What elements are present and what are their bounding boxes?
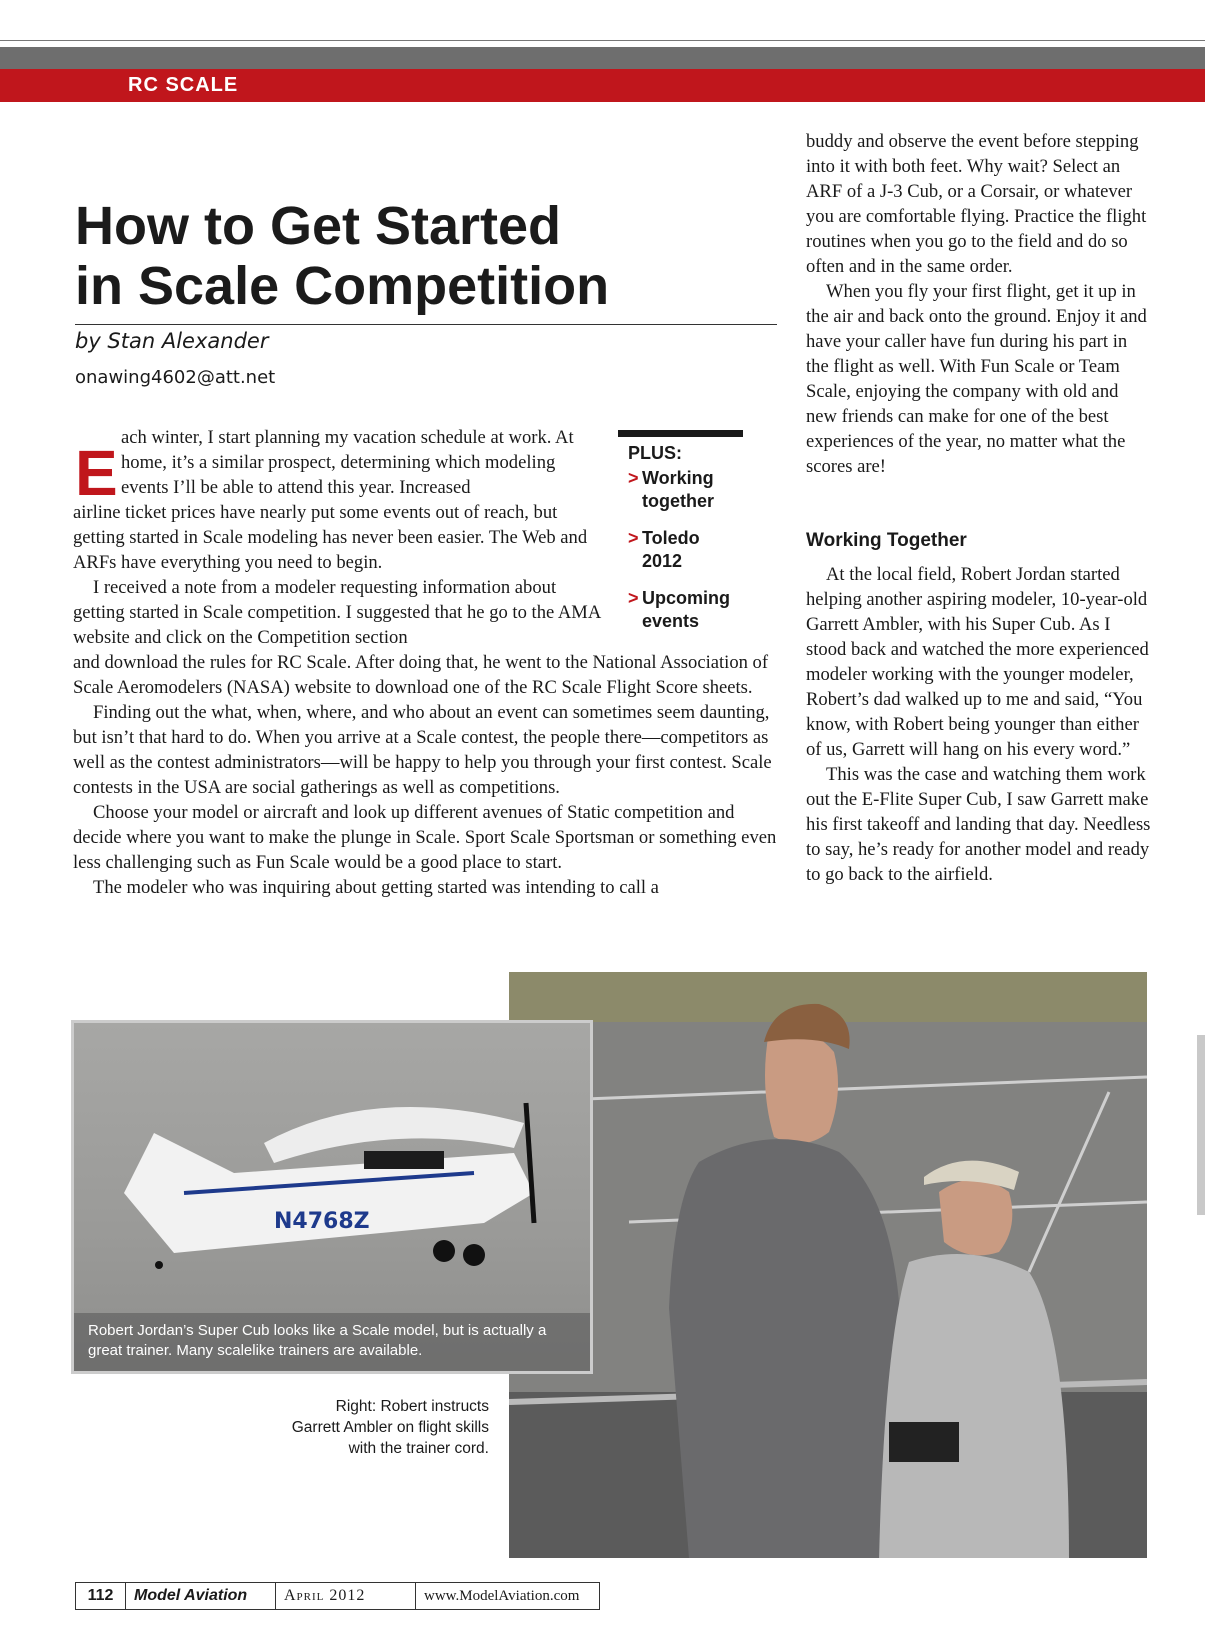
- paragraph-2a: I received a note from a modeler requesting information about getting started in Scale competition. I suggested that he go to the AMA website and click on the Competition section: [73, 577, 601, 648]
- title-line-2: in Scale Competition: [75, 256, 610, 316]
- magazine-name: Model Aviation: [126, 1583, 276, 1609]
- photo-super-cub-art: [74, 1023, 590, 1371]
- photo-instructor-art: [509, 972, 1147, 1558]
- caption-photo-1: Robert Jordan’s Super Cub looks like a Scale model, but is actually a great trainer. Many scalelike trainers are available.: [88, 1322, 547, 1359]
- page-edge-tab: [1197, 1035, 1205, 1215]
- paragraph-1b: airline ticket prices have nearly put some events out of reach, but getting started in Scale modeling has never been easier. The Web and ARFs have everything you need to begin.: [73, 502, 588, 573]
- photo-super-cub: [71, 1020, 593, 1374]
- col1-full-width: [73, 650, 778, 900]
- paragraph-3: Finding out the what, when, where, and who about an event can sometimes seem daunting, but isn’t that hard to do. When you arrive at a Scale contest, the people there—competitors as well as the contest administrators—will be happy to help you through your first contest. Scale contests in the USA are social gatherings as well as competitions.: [73, 702, 772, 798]
- plus-item[interactable]: > Upcoming events: [628, 588, 730, 631]
- byline: by Stan Alexander: [75, 329, 269, 353]
- paragraph-5: The modeler who was inquiring about getting started was intending to call a: [93, 877, 659, 898]
- author-email[interactable]: onawing4602@att.net: [75, 367, 276, 388]
- issue-date: April 2012: [276, 1583, 416, 1609]
- footer: [75, 1582, 600, 1610]
- title-rule: [75, 324, 777, 325]
- plus-item[interactable]: > Working together: [628, 468, 714, 511]
- paragraph-7: When you fly your first flight, get it up in the air and back onto the ground. Enjoy it and have your caller have fun during his part in the flight as well. With Fun Scale or Team Scale, enjoying the company with old and new friends can make for one of the best experiences of the year, no matter what the scores are!: [806, 281, 1147, 477]
- arrow-icon: >: [628, 588, 639, 608]
- arrow-icon: >: [628, 528, 639, 548]
- title-line-1: How to Get Started: [75, 196, 562, 256]
- plus-item[interactable]: > Toledo 2012: [628, 528, 700, 571]
- caption-photo-2: Right: Robert instructs Garrett Ambler on flight skills with the trainer cord.: [291, 1398, 489, 1457]
- col1-intro-wrapped: [121, 425, 606, 500]
- top-rule: [0, 40, 1205, 41]
- header-grey-bar: [0, 47, 1205, 69]
- col1-beside-box: [73, 500, 606, 650]
- page-number: 112: [76, 1583, 126, 1609]
- col2-top: [806, 129, 1152, 479]
- website-link[interactable]: www.ModelAviation.com: [424, 1587, 580, 1604]
- plus-heading: PLUS:: [628, 443, 682, 463]
- plus-sidebar: [618, 430, 743, 647]
- paragraph-9: This was the case and watching them work out the E-Flite Super Cub, I saw Garrett make his first takeoff and landing that day. Needless to say, he’s ready for another model and ready to go back to the airfield.: [806, 764, 1151, 885]
- paragraph-8: At the local field, Robert Jordan started helping another aspiring modeler, 10-year-old Garrett Ambler, with his Super Cub. As I stood back and watched the more experienced modeler working with the younger modeler, Robert’s dad walked up to me and said, “You know, with Robert being younger than either of us, Garrett will hang on his every word.”: [806, 564, 1149, 760]
- section-label: RC SCALE: [128, 74, 239, 96]
- subheading: Working Together: [806, 530, 967, 551]
- plane-registration: N4768Z: [274, 1209, 370, 1234]
- paragraph-2b: and download the rules for RC Scale. After doing that, he went to the National Association of Scale Aeromodelers (NASA) website to download one of the RC Scale Flight Score sheets.: [73, 652, 769, 698]
- photo-instructor: [509, 972, 1147, 1558]
- paragraph-6: buddy and observe the event before stepping into it with both feet. Why wait? Select an ARF of a J-3 Cub, or a Corsair, or whatever you are comfortable flying. Practice the flight routines when you go to the field and do so often and in the same order.: [806, 131, 1147, 277]
- col2-bottom: [806, 562, 1152, 887]
- arrow-icon: >: [628, 468, 639, 488]
- article-title: [75, 196, 775, 316]
- drop-cap: E: [75, 437, 118, 509]
- paragraph-4: Choose your model or aircraft and look up different avenues of Static competition and decide where you want to make the plunge in Scale. Sport Scale Sportsman or something even less challenging such as Fun Scale would be a good place to start.: [73, 802, 777, 873]
- paragraph-1a: ach winter, I start planning my vacation schedule at work. At home, it’s a similar prospect, determining which modeling events I’ll be able to attend this year. Increased: [121, 427, 574, 498]
